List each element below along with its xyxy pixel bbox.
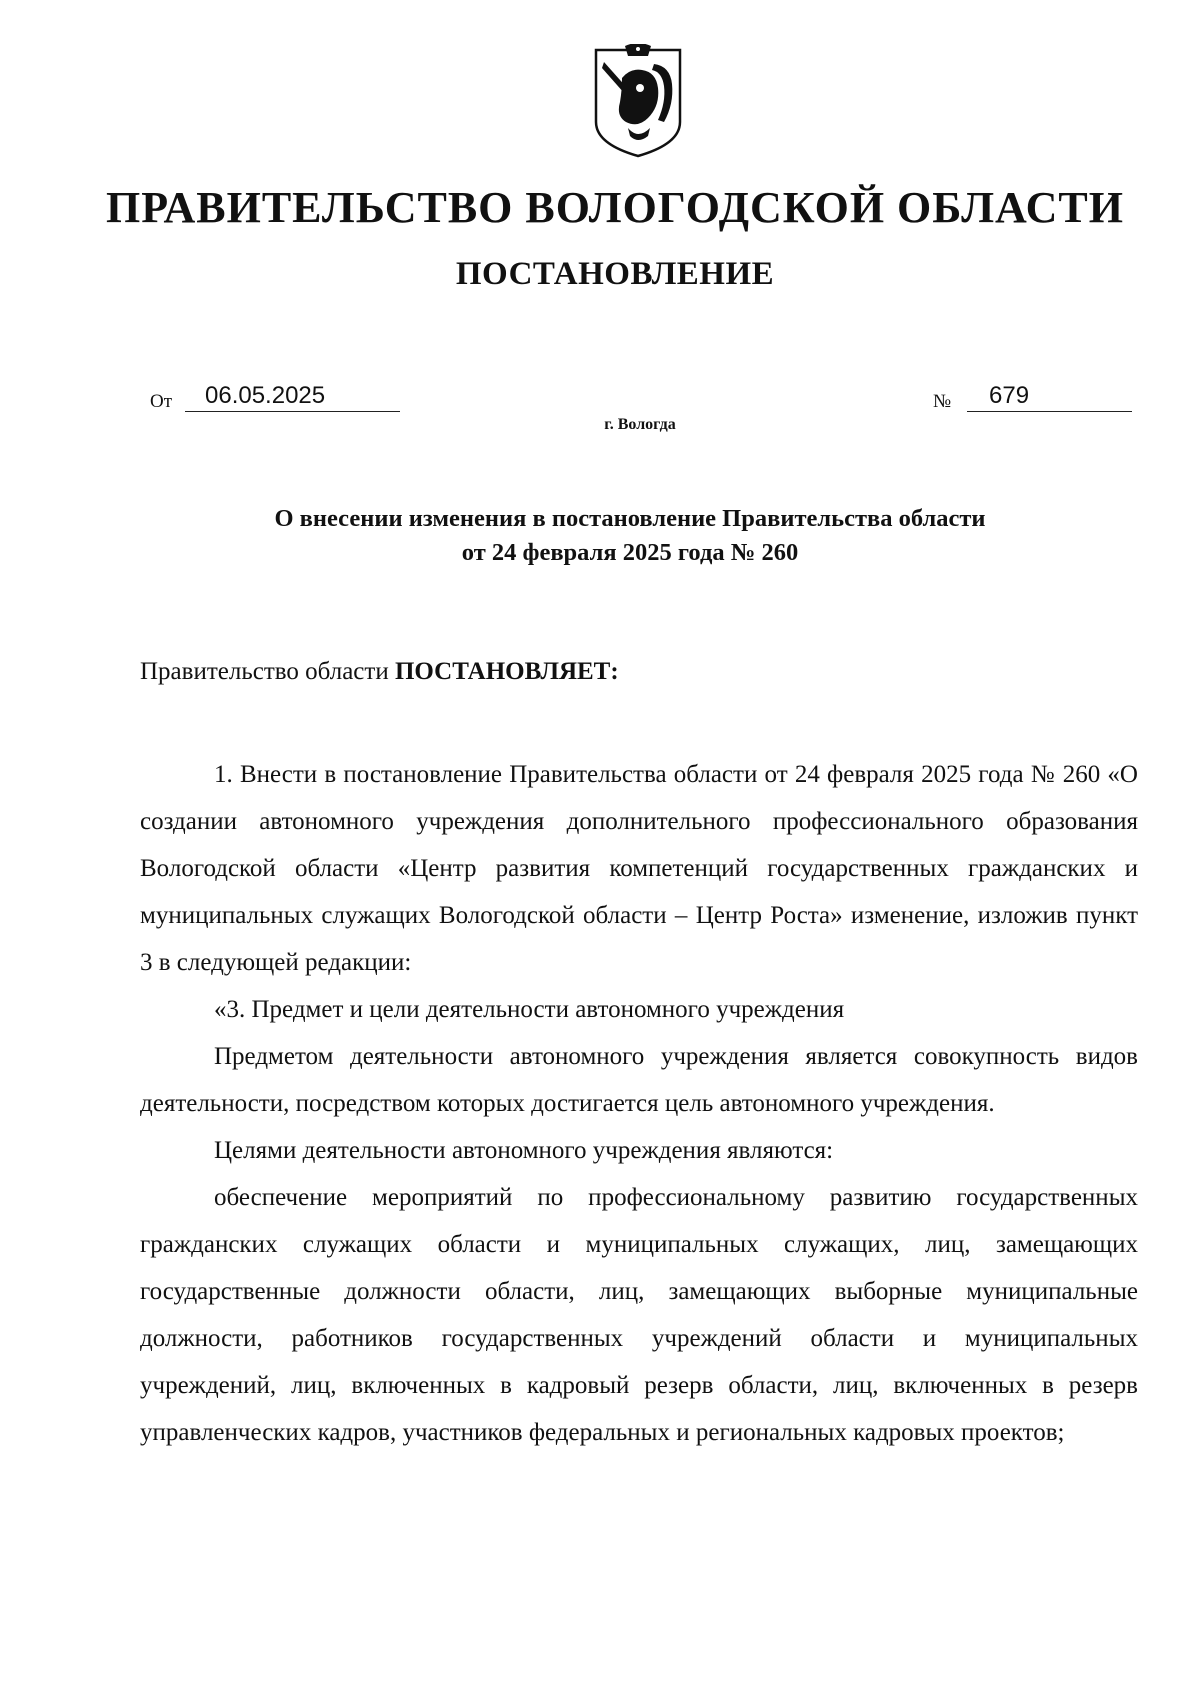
number-value: 679	[967, 381, 1132, 412]
paragraph: Целями деятельности автономного учреждения являются:	[214, 1137, 834, 1164]
document-type: ПОСТАНОВЛЕНИЕ	[455, 256, 775, 292]
vologda-coat-of-arms-icon	[592, 44, 684, 158]
paragraph: 1. Внести в постановление Правительства области от 24 февраля 2025 года № 260 «О создании автономного учреждения дополнительного профессионального образования Вологодской области «Центр развития компетенций государственных гражданских и муниципальных служащих Вологодской области – Центр Роста» изменение, изложив пункт 3 в следующей редакции:	[140, 761, 1138, 976]
paragraph: Предметом деятельности автономного учреждения является совокупность видов деятельности, посредством которых достигается цель автономного учреждения.	[140, 1043, 1138, 1117]
number-label: №	[933, 391, 952, 412]
subject-heading	[150, 502, 1110, 570]
subject-line-1: О внесении изменения в постановление Правительства области	[274, 505, 986, 532]
paragraph: обеспечение мероприятий по профессиональному развитию государственных гражданских служащих области и муниципальных служащих, лиц, замещающих государственные должности области, лиц, замещающих выборные муниципальные должности, работников государственных учреждений области и муниципальных учреждений, лиц, включенных в кадровый резерв области, лиц, включенных в резерв управленческих кадров, участников федеральных и региональных кадровых проектов;	[140, 1184, 1138, 1446]
city: г. Вологда	[604, 416, 676, 433]
document-body	[140, 751, 1138, 1456]
decree-keyword: ПОСТАНОВЛЯЕТ:	[394, 658, 619, 685]
paragraph: «3. Предмет и цели деятельности автономного учреждения	[214, 996, 845, 1023]
date-label: От	[150, 391, 173, 412]
subject-line-2: от 24 февраля 2025 года № 260	[461, 539, 799, 566]
date-value: 06.05.2025	[185, 381, 400, 412]
organization-title: ПРАВИТЕЛЬСТВО ВОЛОГОДСКОЙ ОБЛАСТИ	[106, 183, 1124, 232]
decree-intro-prefix: Правительство области	[140, 658, 389, 685]
decree-intro	[140, 658, 619, 686]
